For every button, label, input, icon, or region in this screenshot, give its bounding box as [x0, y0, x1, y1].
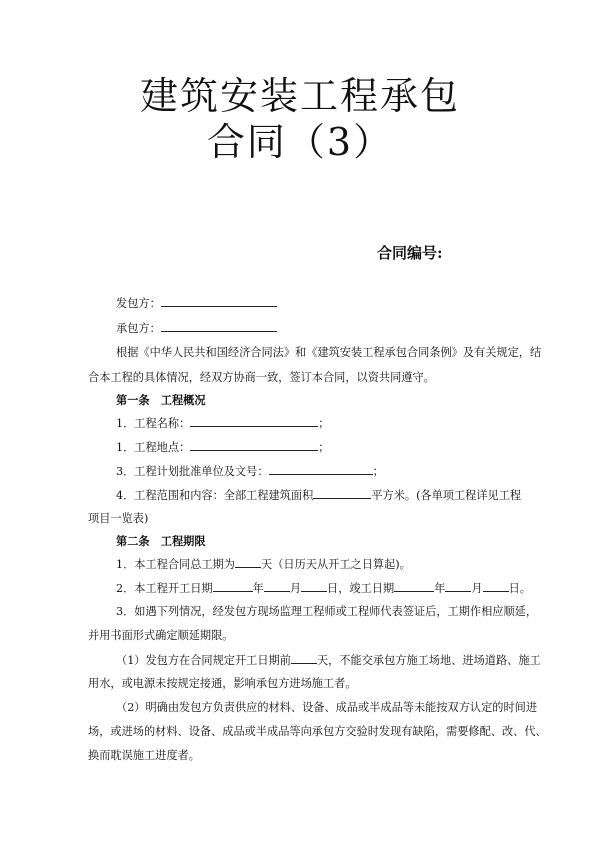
completion-date-label: 日，竣工日期 — [327, 582, 395, 595]
project-location-blank — [190, 439, 318, 451]
article-2-item-3-line-1: 3．如遇下列情况，经发包方现场监理工程师或工程师代表签证后，工期作相应顺延， — [116, 605, 538, 618]
item-3-end: ； — [372, 465, 384, 478]
item-1-end: ； — [318, 417, 330, 430]
approval-unit-blank — [269, 463, 373, 475]
start-month-blank — [264, 580, 290, 592]
item-2-end: ； — [318, 441, 330, 454]
start-month-unit: 月 — [289, 582, 302, 595]
article-1-item-4-line-2: 项目一览表) — [88, 512, 149, 525]
project-name-label: 1．工程名称： — [116, 417, 191, 430]
article-2-item-1 — [116, 556, 411, 573]
article-2-item-2 — [116, 580, 531, 597]
start-day-blank — [301, 580, 327, 592]
sub-1-post: 天，不能交承包方施工场地、进场道路、施工 — [316, 654, 541, 667]
end-day-blank — [483, 580, 509, 592]
article-2-item-3-line-2: 并用书面形式确定顺延期限。 — [88, 629, 234, 642]
article-2-sub-2-line-2: 场，或进场的材料、设备、成品或半成品等向承包方交验时发现有缺陷，需要修配、改、代、 — [88, 725, 547, 738]
contract-number-label: 合同编号: — [377, 244, 443, 262]
article-2-sub-2-line-3: 换而耽误施工进度者。 — [88, 749, 200, 762]
scope-pre: 4．工程范围和内容：全部工程建筑面积 — [116, 489, 314, 502]
article-1-item-2 — [116, 439, 329, 456]
employer-label: 发包方： — [116, 297, 161, 310]
contractor-blank — [161, 320, 277, 332]
employer-blank — [161, 295, 277, 307]
article-1-item-1 — [116, 415, 329, 432]
sub-1-pre: （1）发包方在合同规定开工日期前 — [116, 654, 291, 667]
contractor-label: 承包方： — [116, 322, 161, 335]
contractor-row — [116, 320, 277, 337]
article-1-heading: 第一条 工程概况 — [116, 393, 206, 407]
floor-area-blank — [313, 487, 371, 499]
start-year-unit: 年 — [252, 582, 264, 595]
preamble-line-1: 根据《中华人民共和国经济合同法》和《建筑安装工程承包合同条例》及有关规定，结 — [116, 346, 542, 359]
duration-post: 天（日历天从开工之日算起)。 — [261, 558, 411, 571]
article-1-item-4 — [116, 487, 521, 504]
article-2-sub-1-line-1 — [116, 652, 541, 669]
document-title-line-2: 合同（3） — [206, 120, 394, 164]
start-date-label: 2．本工程开工日期 — [116, 582, 213, 595]
end-year-unit: 年 — [434, 582, 446, 595]
article-2-heading: 第二条 工程期限 — [116, 534, 206, 548]
sub-1-days-blank — [291, 652, 317, 664]
end-month-unit: 月 — [471, 582, 483, 595]
project-name-blank — [190, 415, 318, 427]
scope-post: 平方米。(各单项工程详见工程 — [371, 489, 522, 502]
duration-blank — [235, 556, 261, 568]
end-day-unit: 日。 — [508, 582, 531, 595]
article-2-sub-2-line-1: （2）明确由发包方负责供应的材料、设备、成品或半成品等未能按双方认定的时间进 — [116, 701, 538, 714]
article-2-sub-1-line-2: 用水，或电源未按规定接通，影响承包方进场施工者。 — [88, 677, 357, 690]
duration-pre: 1．本工程合同总工期为 — [116, 558, 235, 571]
approval-unit-label: 3．工程计划批准单位及文号： — [116, 465, 269, 478]
start-year-blank — [213, 580, 253, 592]
article-1-item-3 — [116, 463, 384, 480]
employer-row — [116, 295, 277, 312]
project-location-label: 1．工程地点： — [116, 441, 191, 454]
end-year-blank — [394, 580, 434, 592]
document-title-line-1: 建筑安装工程承包 — [139, 74, 460, 118]
end-month-blank — [445, 580, 471, 592]
preamble-line-2: 合本工程的具体情况，经双方协商一致，签订本合同，以资共同遵守。 — [88, 371, 435, 384]
